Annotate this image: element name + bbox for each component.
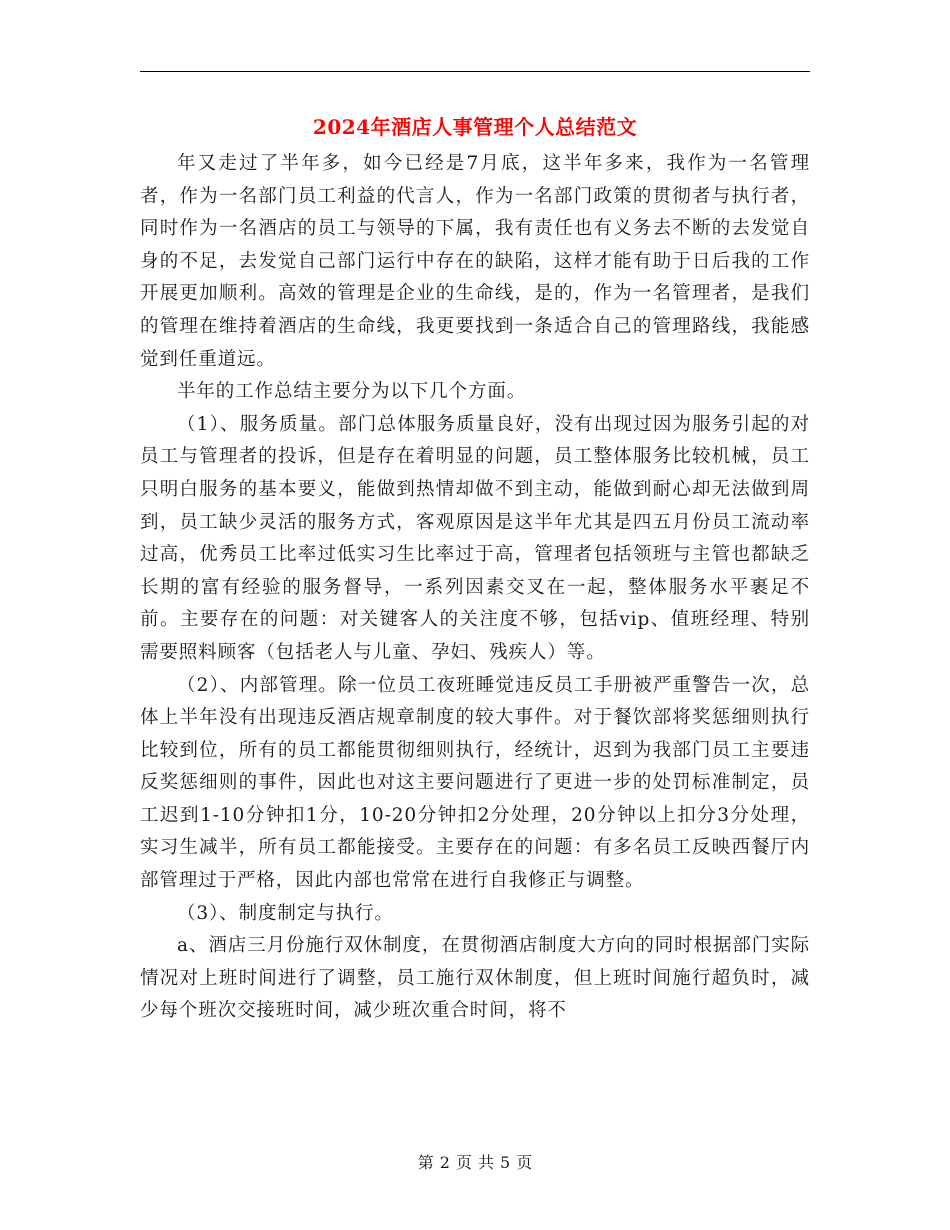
footer-total-prefix: 共: [478, 1153, 495, 1172]
footer-total-pages: 5: [500, 1153, 511, 1172]
document-body: [140, 148, 810, 1028]
footer-current-page: 2: [439, 1153, 450, 1172]
footer-page-word: 页: [455, 1153, 472, 1172]
document-title: 2024年酒店人事管理个人总结范文: [312, 115, 638, 139]
footer-suffix: 页: [516, 1153, 533, 1172]
paragraph-internal-management: （2）、内部管理。除一位员工夜班睡觉违反员工手册被严重警告一次，总体上半年没有出现违反酒店规章制度的较大事件。对于餐饮部将奖惩细则执行比较到位，所有的员工都能贯彻细则执行，经统计，迟到为我部门员工主要违反奖惩细则的事件，因此也对这主要问题进行了更进一步的处罚标准制定，员工迟到1-10分钟扣1分，10-20分钟扣2分处理，20分钟以上扣分3分处理，实习生减半，所有员工都能接受。主要存在的问题：有多名员工反映西餐厅内部管理过于严格，因此内部也常常在进行自我修正与调整。: [140, 674, 810, 892]
paragraph-intro: 年又走过了半年多，如今已经是7月底，这半年多来，我作为一名管理者，作为一名部门员工利益的代言人，作为一名部门政策的贯彻者与执行者，同时作为一名酒店的员工与领导的下属，我有责任也有义务去不断的去发觉自身的不足，去发觉自己部门运行中存在的缺陷，这样才能有助于日后我的工作开展更加顺利。高效的管理是企业的生命线，是的，作为一名管理者，是我们的管理在维持着酒店的生命线，我更要找到一条适合自己的管理路线，我能感觉到任重道远。: [140, 153, 810, 370]
footer-prefix: 第: [417, 1153, 434, 1172]
paragraph-overview: 半年的工作总结主要分为以下几个方面。: [177, 381, 527, 403]
paragraph-system-heading: （3）、制度制定与执行。: [177, 902, 394, 924]
paragraph-service-quality: （1）、服务质量。部门总体服务质量良好，没有出现过因为服务引起的对员工与管理者的投诉，但是存在着明显的问题，员工整体服务比较机械，员工只明白服务的基本要义，能做到热情却做不到主动，能做到耐心却无法做到周到，员工缺少灵活的服务方式，客观原因是这半年尤其是四五月份员工流动率过高，优秀员工比率过低实习生比率过于高，管理者包括领班与主管也都缺乏长期的富有经验的服务督导，一系列因素交叉在一起，整体服务水平裹足不前。主要存在的问题：对关键客人的关注度不够，包括vip、值班经理、特别需要照料顾客（包括老人与儿童、孕妇、残疾人）等。: [140, 413, 810, 663]
paragraph-system-a: a、酒店三月份施行双休制度，在贯彻酒店制度大方向的同时根据部门实际情况对上班时间进行了调整，员工施行双休制度，但上班时间施行超负时，减少每个班次交接班时间，减少班次重合时间，将不: [140, 935, 810, 1022]
header-rule: [140, 71, 810, 72]
page-footer: [0, 1151, 950, 1175]
